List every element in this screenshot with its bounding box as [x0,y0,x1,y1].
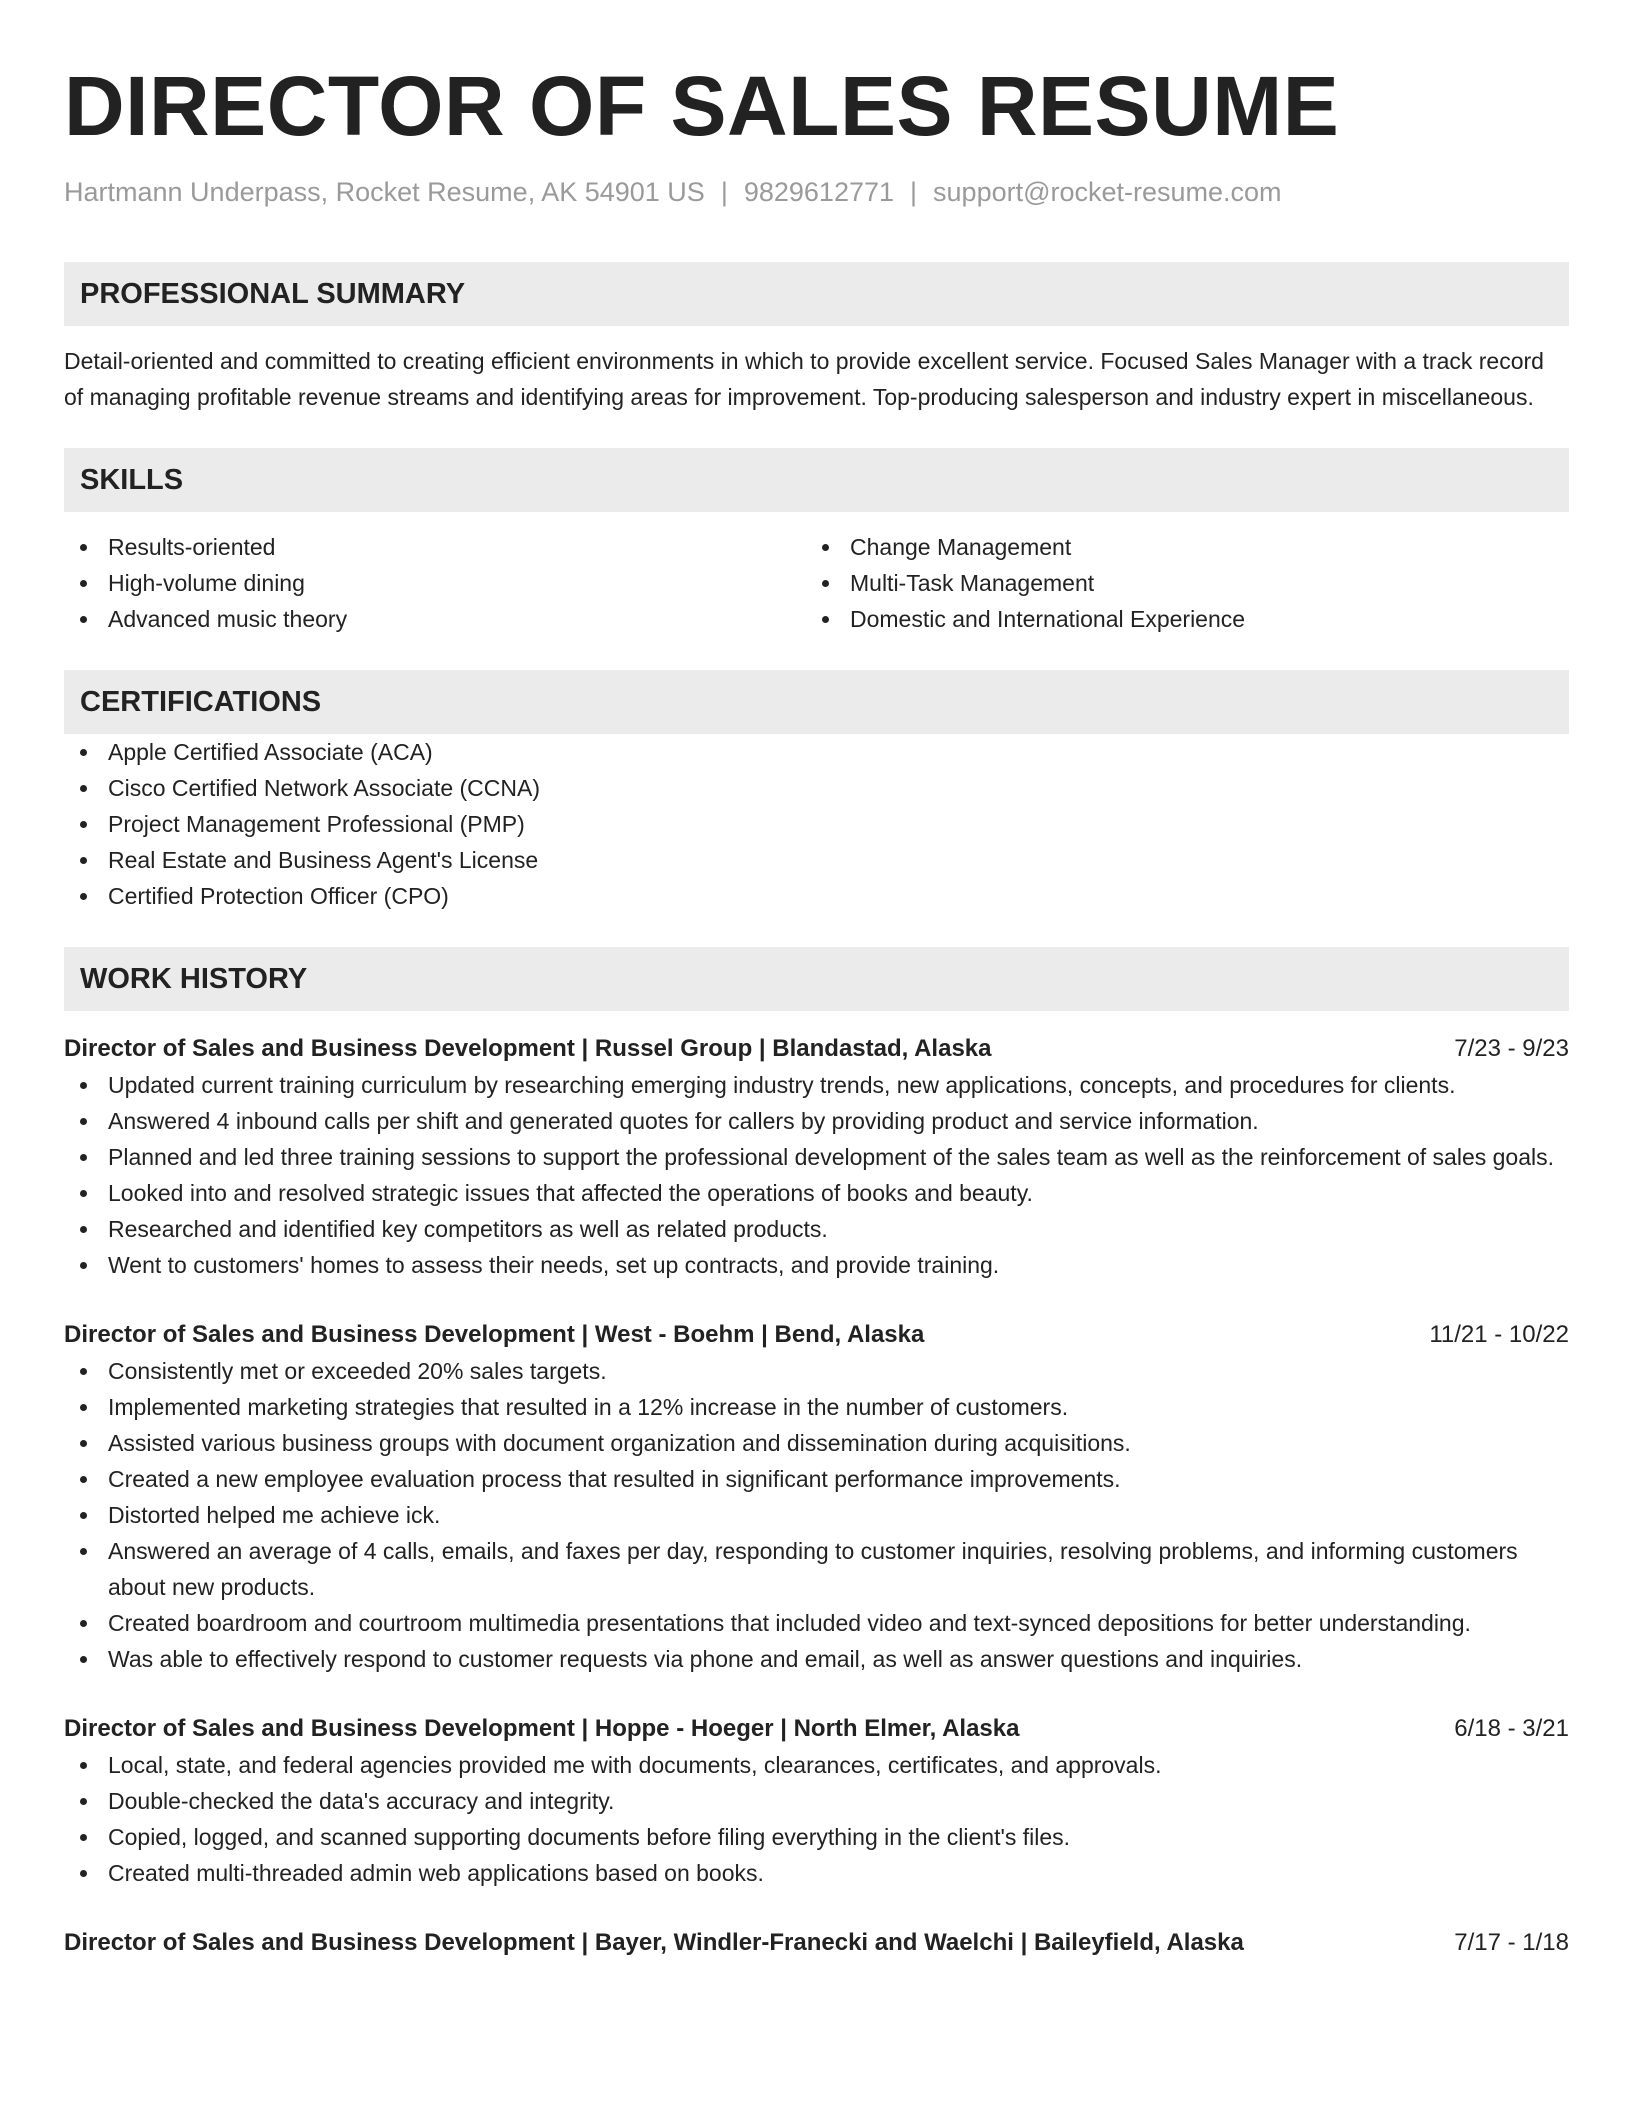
job-title: Director of Sales and Business Development | Russel Group | Blandastad, Alaska [64,1035,992,1062]
job-header [64,1925,1569,1961]
job-header [64,1711,1569,1747]
certifications-list [64,734,1569,914]
job-title: Director of Sales and Business Development | Bayer, Windler-Franecki and Waelchi | Baileyfield, Alaska [64,1929,1244,1956]
job-dates: 7/17 - 1/18 [1454,1929,1569,1956]
job-bullet: Planned and led three training sessions to support the professional development of the sales team as well as the reinforcement of sales goals. [64,1139,1569,1175]
skills-heading: SKILLS [64,448,1569,512]
certification-item: Cisco Certified Network Associate (CCNA) [64,770,1569,806]
job-bullets [64,1353,1569,1677]
job-bullet: Went to customers' homes to assess their needs, set up contracts, and provide training. [64,1247,1569,1283]
job-dates: 6/18 - 3/21 [1454,1715,1569,1742]
page-title: DIRECTOR OF SALES RESUME [64,59,1340,153]
job-bullets [64,1067,1569,1283]
job-bullet: Answered 4 inbound calls per shift and generated quotes for callers by providing product and service information. [64,1103,1569,1139]
job-bullet: Answered an average of 4 calls, emails, and faxes per day, responding to customer inquiries, resolving problems, and informing customers about new products. [64,1533,1569,1605]
job-bullets [64,1747,1569,1891]
skill-item: Advanced music theory [64,601,806,637]
job-bullet: Created boardroom and courtroom multimedia presentations that included video and text-synced depositions for better understanding. [64,1605,1569,1641]
skills-list [64,529,1569,637]
job-header [64,1031,1569,1067]
certification-item: Certified Protection Officer (CPO) [64,878,1569,914]
skills-column-left [64,529,806,637]
certification-item: Project Management Professional (PMP) [64,806,1569,842]
job-bullet: Local, state, and federal agencies provided me with documents, clearances, certificates, and approvals. [64,1747,1569,1783]
job-bullet: Updated current training curriculum by researching emerging industry trends, new applications, concepts, and procedures for clients. [64,1067,1569,1103]
contact-separator: | [720,177,728,207]
skill-item: Results-oriented [64,529,806,565]
contact-phone: 9829612771 [743,177,895,207]
job-bullet: Created a new employee evaluation process that resulted in significant performance improvements. [64,1461,1569,1497]
job-entry [64,1711,1569,1891]
job-entry [64,1317,1569,1677]
job-dates: 7/23 - 9/23 [1454,1035,1569,1062]
job-bullet: Copied, logged, and scanned supporting documents before filing everything in the client's files. [64,1819,1569,1855]
skill-item: High-volume dining [64,565,806,601]
contact-address: Hartmann Underpass, Rocket Resume, AK 54901 US [64,177,705,207]
job-bullet: Consistently met or exceeded 20% sales targets. [64,1353,1569,1389]
certification-item: Apple Certified Associate (ACA) [64,734,1569,770]
job-bullet: Double-checked the data's accuracy and integrity. [64,1783,1569,1819]
job-entry [64,1031,1569,1283]
skills-column-right [806,529,1548,637]
skill-item: Multi-Task Management [806,565,1548,601]
contact-line [64,174,1569,210]
resume-page [64,0,1569,1961]
job-header [64,1317,1569,1353]
job-title: Director of Sales and Business Development | Hoppe - Hoeger | North Elmer, Alaska [64,1715,1020,1742]
certifications-heading: CERTIFICATIONS [64,670,1569,734]
job-bullet: Implemented marketing strategies that resulted in a 12% increase in the number of customers. [64,1389,1569,1425]
work-history-heading: WORK HISTORY [64,947,1569,1011]
job-bullet: Researched and identified key competitors as well as related products. [64,1211,1569,1247]
certification-item: Real Estate and Business Agent's License [64,842,1569,878]
skill-item: Domestic and International Experience [806,601,1548,637]
job-bullet: Assisted various business groups with document organization and dissemination during acquisitions. [64,1425,1569,1461]
job-dates: 11/21 - 10/22 [1429,1321,1569,1348]
job-bullet: Looked into and resolved strategic issues that affected the operations of books and beauty. [64,1175,1569,1211]
summary-text: Detail-oriented and committed to creating efficient environments in which to provide excellent service. Focused Sales Manager with a track record of managing profitable revenue streams and identifying areas for improvement. Top-producing salesperson and industry expert in miscellaneous. [64,348,1544,410]
job-bullet: Created multi-threaded admin web applications based on books. [64,1855,1569,1891]
job-bullet: Was able to effectively respond to customer requests via phone and email, as well as answer questions and inquiries. [64,1641,1569,1677]
job-entry [64,1925,1569,1961]
contact-email: support@rocket-resume.com [933,177,1282,207]
job-bullet: Distorted helped me achieve ick. [64,1497,1569,1533]
contact-separator: | [910,177,918,207]
skill-item: Change Management [806,529,1548,565]
job-title: Director of Sales and Business Development | West - Boehm | Bend, Alaska [64,1321,925,1348]
summary-heading: PROFESSIONAL SUMMARY [64,262,1569,326]
